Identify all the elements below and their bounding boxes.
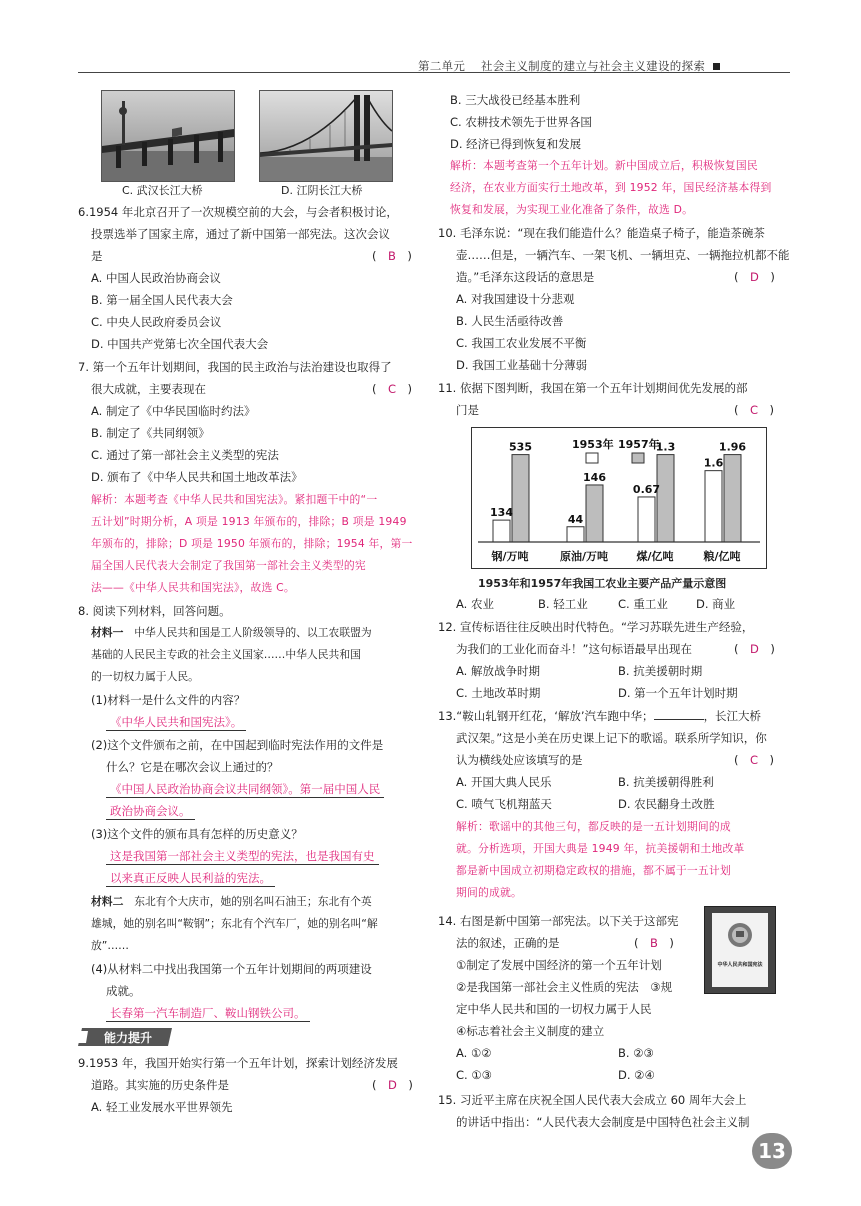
q8-material2-line-2: 雄城，她的别名叫“鞍钢”；东北有个汽车厂，她的别名叫“解 [91,917,378,930]
q10-stem-line-3: 造。”毛泽东这段话的意思是 [456,270,595,284]
data-label-1957-1: 146 [583,470,606,484]
q9-explanation-line-3: 恢复和发展，为实现工业化准备了条件，故选 D。 [450,203,694,216]
q6-option-d: D. 中国共产党第七次全国代表大会 [91,337,269,351]
q7-option-c: C. 通过了第一部社会主义类型的宪法 [91,448,279,462]
q9-stem-line-2: 道路。其实施的历史条件是 [91,1078,229,1092]
q15-stem-line-2: 的讲话中指出：“人民代表大会制度是中国特色社会主义制 [456,1115,750,1129]
category-label-0: 钢/万吨 [491,550,529,563]
q14-option-b: B. ②③ [618,1046,654,1060]
jiangyin-bridge-photo [259,90,393,182]
data-label-1953-2: 0.67 [632,482,661,496]
legend-swatch-1953 [586,453,598,463]
constitution-image-caption: 中华人民共和国宪法 [717,962,763,968]
q14-option-a: A. ①② [456,1046,492,1060]
q8-answer3-line-2: 以来真正反映人民利益的宪法。 [106,870,275,886]
q11-answer: ( C ) [734,403,775,417]
q6-option-a: A. 中国人民政治协商会议 [91,271,221,285]
q12-option-c: C. 土地改革时期 [456,686,541,700]
q13-explanation-line-3: 都是新中国成立初期稳定政权的措施，都不属于一五计划 [456,864,731,877]
category-label-2: 煤/亿吨 [636,550,674,563]
q8-answer2-line-1: 《中国人民政治协商会议共同纲领》。第一届中国人民 [106,781,384,797]
q11-stem-line-1: 11. 依据下图判断，我国在第一个五年计划期间优先发展的部 [438,381,748,395]
ability-label: 能力提升 [103,1031,153,1045]
q11-option-c: C. 重工业 [618,597,668,611]
q6-stem-line-1: 6.1954 年北京召开了一次规模空前的大会，与会者积极讨论， [78,205,398,219]
q8-material1-line-1: 材料一 中华人民共和国是工人阶级领导的、以工农联盟为 [91,626,372,639]
bar-1957-2 [657,455,674,542]
category-label-3: 粮/亿吨 [703,550,741,563]
q13-stem-line-3: 认为横线处应该填写的是 [456,753,583,767]
q14-answer: ( B ) [634,936,674,950]
q7-answer: ( C ) [372,382,413,396]
q14-statement-1: ①制定了发展中国经济的第一个五年计划 [456,958,662,972]
q7-explanation-line-3: 年颁布的，排除；D 项是 1950 年颁布的，排除；1954 年，第一 [91,537,413,550]
q10-stem-line-2: 壶……但是，一辆汽车、一架飞机、一辆坦克、一辆拖拉机都不能 [456,248,790,262]
data-label-1957-3: 1.96 [718,440,747,454]
photo-caption-d: D. 江阴长江大桥 [281,184,363,197]
material2-label: 材料二 [91,895,124,908]
data-label-1953-1: 44 [567,512,584,526]
q6-option-c: C. 中央人民政府委员会议 [91,315,222,329]
q13-blank [654,709,704,720]
q8-answer3-line-1: 这是我国第一部社会主义类型的宪法，也是我国有史 [106,848,379,864]
q8-sub4-line-1: (4)从材料二中找出我国第一个五年计划期间的两项建设 [91,962,372,976]
category-label-1: 原油/万吨 [559,550,609,563]
q8-sub1: (1)材料一是什么文件的内容？ [91,693,246,707]
q12-option-b: B. 抗美援朝时期 [618,664,703,678]
q14-option-c: C. ①③ [456,1068,492,1082]
q13-option-b: B. 抗美援朝得胜利 [618,775,714,789]
chart-title: 1953年和1957年我国工农业主要产品产量示意图 [478,577,727,590]
q12-answer: ( D ) [734,642,775,656]
q7-option-b: B. 制定了《共同纲领》 [91,426,210,440]
q14-stem-line-1: 14. 右图是新中国第一部宪法。以下关于这部宪 [438,914,679,928]
q6-answer: ( B ) [372,249,412,263]
bar-1953-2 [638,497,655,542]
legend-label-1953: 1953年 [572,438,614,451]
q13-stem-line-2: 武汉架。”这是小美在历史课上记下的歌谣。联系所学知识，你 [456,731,767,745]
q14-option-d: D. ②④ [618,1068,655,1082]
q8-material2-line-3: 放”…… [91,939,129,952]
q8-answer4: 长春第一汽车制造厂、鞍山钢铁公司。 [106,1005,310,1021]
q7-option-d: D. 颁布了《中华人民共和国土地改革法》 [91,470,303,484]
q7-explanation-line-2: 五计划”时期分析，A 项是 1913 年颁布的，排除；B 项是 1949 [91,515,407,528]
q9-option-c: C. 农耕技术领先于世界各国 [450,115,592,129]
q7-option-a: A. 制定了《中华民国临时约法》 [91,404,256,418]
q8-sub3: (3)这个文件的颁布具有怎样的历史意义？ [91,827,303,841]
q13-explanation-line-2: 就。分析选项，开国大典是 1949 年，抗美援朝和土地改革 [456,842,745,855]
bar-1957-0 [512,455,529,542]
bar-1953-1 [567,527,584,542]
q8-material2-line-1: 材料二 东北有个大庆市，她的别名叫石油王；东北有个英 [91,895,372,908]
q11-option-a: A. 农业 [456,597,494,611]
production-bar-chart [471,427,767,569]
q9-option-b: B. 三大战役已经基本胜利 [450,93,581,107]
chart-svg [472,428,766,568]
q7-explanation-line-5: 法——《中华人民共和国宪法》，故选 C。 [91,581,295,594]
ability-banner [78,1028,172,1046]
q9-stem-line-1: 9.1953 年，我国开始实行第一个五年计划，探索计划经济发展 [78,1056,398,1070]
q13-option-c: C. 喷气飞机翔蓝天 [456,797,552,811]
header-divider [78,72,790,73]
bar-1953-3 [705,471,722,542]
q9-option-d: D. 经济已得到恢复和发展 [450,137,582,151]
q8-sub2-line-1: (2)这个文件颁布之前，在中国起到临时宪法作用的文件是 [91,738,384,752]
q7-explanation-line-4: 届全国人民代表大会制定了我国第一部社会主义类型的宪 [91,559,366,572]
q10-answer: ( D ) [734,270,775,284]
q10-option-d: D. 我国工业基础十分薄弱 [456,358,588,372]
q14-statement-3: 定中华人民共和国的一切权力属于人民 [456,1002,652,1016]
header-square-icon [713,63,720,70]
q6-option-b: B. 第一届全国人民代表大会 [91,293,233,307]
q14-statement-4: ④标志着社会主义制度的建立 [456,1024,605,1038]
q9-answer: ( D ) [372,1078,413,1092]
legend-swatch-1957 [632,453,644,463]
wuhan-bridge-photo [101,90,235,182]
q8-material1-line-3: 的一切权力属于人民。 [91,670,199,683]
q12-option-d: D. 第一个五年计划时期 [618,686,738,700]
data-label-1957-0: 535 [509,440,532,454]
q15-stem-line-1: 15. 习近平主席在庆祝全国人民代表大会成立 60 周年大会上 [438,1093,747,1107]
bar-1957-3 [724,455,741,542]
q6-stem-line-2: 投票选举了国家主席，通过了新中国第一部宪法。这次会议 [91,227,390,241]
q9-option-a: A. 轻工业发展水平世界领先 [91,1100,233,1114]
q8-stem: 8. 阅读下列材料，回答问题。 [78,604,231,618]
q8-sub2-line-2: 什么？它是在哪次会议上通过的？ [106,760,279,774]
legend-label-1957: 1957年 [618,438,660,451]
q13-stem-line-1: 13.“鞍山轧钢开红花，‘解放’汽车跑中华； ，长江大桥 [438,709,762,723]
header-title: 社会主义制度的建立与社会主义建设的探索 [480,59,706,73]
q8-answer2-line-2: 政治协商会议。 [106,803,195,819]
q13-option-d: D. 农民翻身土改胜 [618,797,715,811]
q13-answer: ( C ) [734,753,775,767]
q10-stem-line-1: 10. 毛泽东说：“现在我们能造什么？能造桌子椅子，能造茶碗茶 [438,226,765,240]
q12-stem-line-1: 12. 宣传标语往往反映出时代特色。“学习苏联先进生产经验， [438,620,754,634]
header-unit: 第二单元 [418,59,466,73]
constitution-image [704,906,776,994]
q13-explanation-line-4: 期间的成就。 [456,886,522,899]
q9-explanation-line-1: 解析：本题考查第一个五年计划。新中国成立后，积极恢复国民 [450,159,758,172]
q8-answer1: 《中华人民共和国宪法》。 [106,714,246,730]
q13-explanation-line-1: 解析：歌谣中的其他三句，都反映的是一五计划期间的成 [456,820,731,833]
q12-stem-line-2: 为我们的工业化而奋斗！”这句标语最早出现在 [456,642,692,656]
q11-option-d: D. 商业 [696,597,736,611]
bar-1953-0 [493,520,510,542]
page-number: 13 [752,1133,792,1169]
q8-material1-line-2: 基础的人民民主专政的社会主义国家……中华人民共和国 [91,648,361,661]
q12-option-a: A. 解放战争时期 [456,664,540,678]
q11-option-b: B. 轻工业 [538,597,588,611]
q7-stem-line-1: 7. 第一个五年计划期间，我国的民主政治与法治建设也取得了 [78,360,392,374]
q7-explanation-line-1: 解析：本题考查《中华人民共和国宪法》。紧扣题干中的“一 [91,493,378,506]
q8-sub4-line-2: 成就。 [106,984,141,998]
data-label-1953-0: 134 [490,506,513,520]
data-label-1953-3: 1.6 [703,456,724,470]
photo-caption-c: C. 武汉长江大桥 [122,184,203,197]
q7-stem-line-2: 很大成就，主要表现在 [91,382,206,396]
q10-option-c: C. 我国工农业发展不平衡 [456,336,587,350]
data-label-1957-2: 1.3 [655,440,676,454]
bar-1957-1 [586,485,603,542]
q6-stem-line-3: 是 [91,249,103,263]
page-header [78,0,790,74]
q14-statement-2: ②是我国第一部社会主义性质的宪法 ③规 [456,980,673,994]
q14-stem-line-2: 法的叙述，正确的是 [456,936,560,950]
q10-option-a: A. 对我国建设十分悲观 [456,292,575,306]
q10-option-b: B. 人民生活亟待改善 [456,314,564,328]
q9-explanation-line-2: 经济，在农业方面实行土地改革，到 1952 年，国民经济基本得到 [450,181,772,194]
material1-label: 材料一 [91,626,124,639]
q11-stem-line-2: 门是 [456,403,479,417]
national-emblem-icon [712,913,768,953]
q13-option-a: A. 开国大典人民乐 [456,775,552,789]
